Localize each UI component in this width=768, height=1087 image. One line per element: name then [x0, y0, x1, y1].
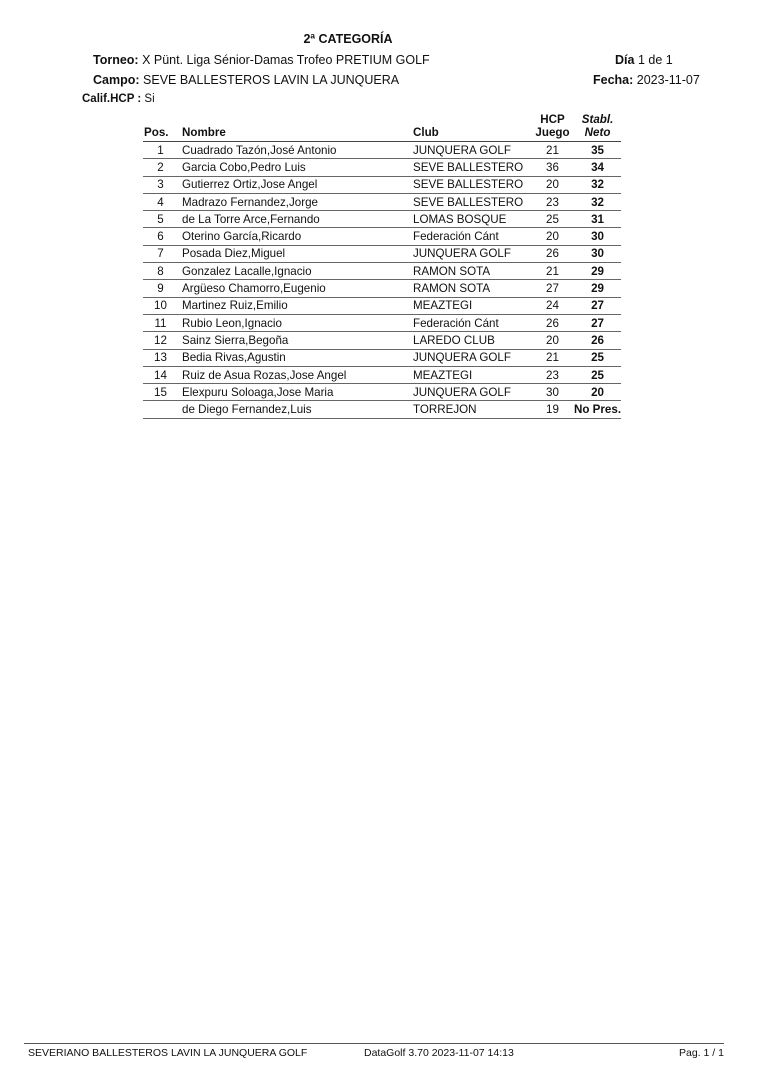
calif-value: Si [144, 93, 155, 105]
col-net-line2: Neto [584, 126, 611, 139]
table-row [143, 297, 621, 314]
cell-name: Bedia Rivas,Agustin [182, 351, 286, 365]
cell-net: 30 [591, 247, 604, 261]
cell-name: Sainz Sierra,Begoña [182, 333, 289, 347]
cell-net: 34 [591, 160, 604, 174]
cell-name: Gutierrez Ortiz,Jose Angel [182, 178, 318, 192]
cell-hcp: 23 [546, 195, 559, 209]
col-name-header: Nombre [182, 126, 226, 139]
cell-pos: 7 [157, 247, 164, 261]
cell-pos: 12 [154, 333, 167, 347]
cell-club: RAMON SOTA [413, 282, 491, 296]
cell-name: Gonzalez Lacalle,Ignacio [182, 264, 312, 278]
cell-hcp: 21 [546, 351, 559, 365]
footer-page: Pag. 1 / 1 [679, 1047, 724, 1059]
cell-net: 32 [591, 195, 604, 209]
col-hcp-line1: HCP [540, 113, 565, 126]
col-net-line1: Stabl. [581, 113, 614, 126]
cell-name: Cuadrado Tazón,José Antonio [182, 143, 337, 157]
results-table [143, 113, 621, 419]
cell-club: LOMAS BOSQUE [413, 212, 507, 226]
dia-line [615, 53, 673, 67]
page-title: 2ª CATEGORÍA [303, 32, 393, 46]
table-row [143, 263, 621, 280]
table-row [143, 314, 621, 331]
footer-software: DataGolf 3.70 2023-11-07 14:13 [364, 1047, 514, 1059]
fecha-line [593, 73, 700, 87]
cell-hcp: 27 [546, 282, 559, 296]
table-row [143, 332, 621, 349]
cell-club: LAREDO CLUB [413, 333, 495, 347]
table-row [143, 366, 621, 383]
cell-hcp: 20 [546, 230, 559, 244]
table-row [143, 193, 621, 210]
cell-pos: 14 [154, 368, 167, 382]
col-hcp-header [531, 113, 574, 142]
cell-net: 25 [591, 351, 604, 365]
cell-pos [143, 401, 178, 418]
campo-label: Campo: [93, 73, 140, 87]
cell-name: Posada Diez,Miguel [182, 247, 286, 261]
cell-club: SEVE BALLESTERO [413, 178, 524, 192]
table-row [143, 228, 621, 245]
cell-hcp: 26 [546, 247, 559, 261]
cell-pos: 9 [157, 282, 164, 296]
table-row [143, 384, 621, 401]
cell-hcp: 24 [546, 299, 559, 313]
table-row [143, 159, 621, 176]
cell-club: TORREJON [413, 403, 477, 417]
cell-net: 25 [591, 368, 604, 382]
footer-club: SEVERIANO BALLESTEROS LAVIN LA JUNQUERA GOLF [28, 1047, 308, 1059]
cell-club: JUNQUERA GOLF [413, 385, 511, 399]
cell-name: Martinez Ruiz,Emilio [182, 299, 288, 313]
col-pos-header: Pos. [144, 126, 169, 139]
cell-pos: 3 [157, 178, 164, 192]
cell-name: Garcia Cobo,Pedro Luis [182, 160, 306, 174]
table-row [143, 245, 621, 262]
cell-club: JUNQUERA GOLF [413, 143, 511, 157]
dia-label: Día [615, 53, 635, 67]
table-row [143, 280, 621, 297]
cell-club: JUNQUERA GOLF [413, 351, 511, 365]
cell-net: 27 [591, 299, 604, 313]
cell-net: 29 [591, 282, 604, 296]
cell-hcp: 23 [546, 368, 559, 382]
cell-pos: 4 [157, 195, 164, 209]
cell-name: Oterino García,Ricardo [182, 230, 302, 244]
torneo-label: Torneo: [93, 53, 139, 67]
cell-net: 30 [591, 230, 604, 244]
fecha-value: 2023-11-07 [636, 73, 700, 87]
cell-club: Federación Cánt [413, 316, 499, 330]
col-club-header: Club [413, 126, 439, 139]
cell-hcp: 20 [546, 178, 559, 192]
cell-club: RAMON SOTA [413, 264, 491, 278]
cell-pos: 10 [154, 299, 167, 313]
calif-label: Calif.HCP : [82, 93, 142, 105]
cell-club: JUNQUERA GOLF [413, 247, 511, 261]
table-row [143, 176, 621, 193]
torneo-value: X Pünt. Liga Sénior-Damas Trofeo PRETIUM GOLF [142, 53, 430, 67]
cell-club: SEVE BALLESTERO [413, 195, 524, 209]
cell-pos: 15 [154, 385, 167, 399]
col-hcp-line2: Juego [535, 126, 570, 139]
cell-hcp: 21 [546, 264, 559, 278]
cell-net: 35 [591, 143, 604, 157]
cell-net: 20 [591, 385, 604, 399]
cell-net: 29 [591, 264, 604, 278]
cell-pos: 13 [154, 351, 167, 365]
cell-pos: 1 [157, 143, 164, 157]
cell-hcp: 25 [546, 212, 559, 226]
cell-net: No Pres. [574, 403, 622, 417]
cell-hcp: 21 [546, 143, 559, 157]
cell-pos: 5 [157, 212, 164, 226]
cell-name: Ruiz de Asua Rozas,Jose Angel [182, 368, 347, 382]
cell-hcp: 36 [546, 160, 559, 174]
torneo-line [93, 53, 430, 67]
cell-hcp: 30 [546, 385, 559, 399]
cell-club: Federación Cánt [413, 230, 499, 244]
table-row [143, 211, 621, 228]
cell-name: Madrazo Fernandez,Jorge [182, 195, 318, 209]
cell-net: 32 [591, 178, 604, 192]
cell-name: de Diego Fernandez,Luis [182, 403, 312, 417]
table-row [143, 142, 621, 159]
table-row [143, 401, 621, 418]
cell-name: de La Torre Arce,Fernando [182, 212, 320, 226]
cell-pos: 11 [154, 316, 167, 330]
cell-hcp: 20 [546, 333, 559, 347]
cell-net: 31 [591, 212, 604, 226]
campo-line [93, 73, 399, 87]
cell-club: SEVE BALLESTERO [413, 160, 524, 174]
cell-name: Rubio Leon,Ignacio [182, 316, 282, 330]
footer-divider [24, 1043, 724, 1044]
cell-name: Argüeso Chamorro,Eugenio [182, 282, 326, 296]
table-header-row [143, 113, 621, 142]
cell-pos: 8 [157, 264, 164, 278]
cell-net: 26 [591, 333, 604, 347]
cell-pos: 2 [157, 160, 164, 174]
col-net-header [574, 113, 621, 142]
cell-name: Elexpuru Soloaga,Jose Maria [182, 385, 334, 399]
fecha-label: Fecha: [593, 73, 634, 87]
calif-line [82, 93, 155, 105]
cell-club: MEAZTEGI [413, 299, 473, 313]
cell-net: 27 [591, 316, 604, 330]
table-row [143, 349, 621, 366]
campo-value: SEVE BALLESTEROS LAVIN LA JUNQUERA [143, 73, 400, 87]
dia-value: 1 de 1 [637, 53, 673, 67]
cell-club: MEAZTEGI [413, 368, 473, 382]
cell-pos: 6 [157, 230, 164, 244]
cell-hcp: 19 [546, 403, 559, 417]
cell-hcp: 26 [546, 316, 559, 330]
